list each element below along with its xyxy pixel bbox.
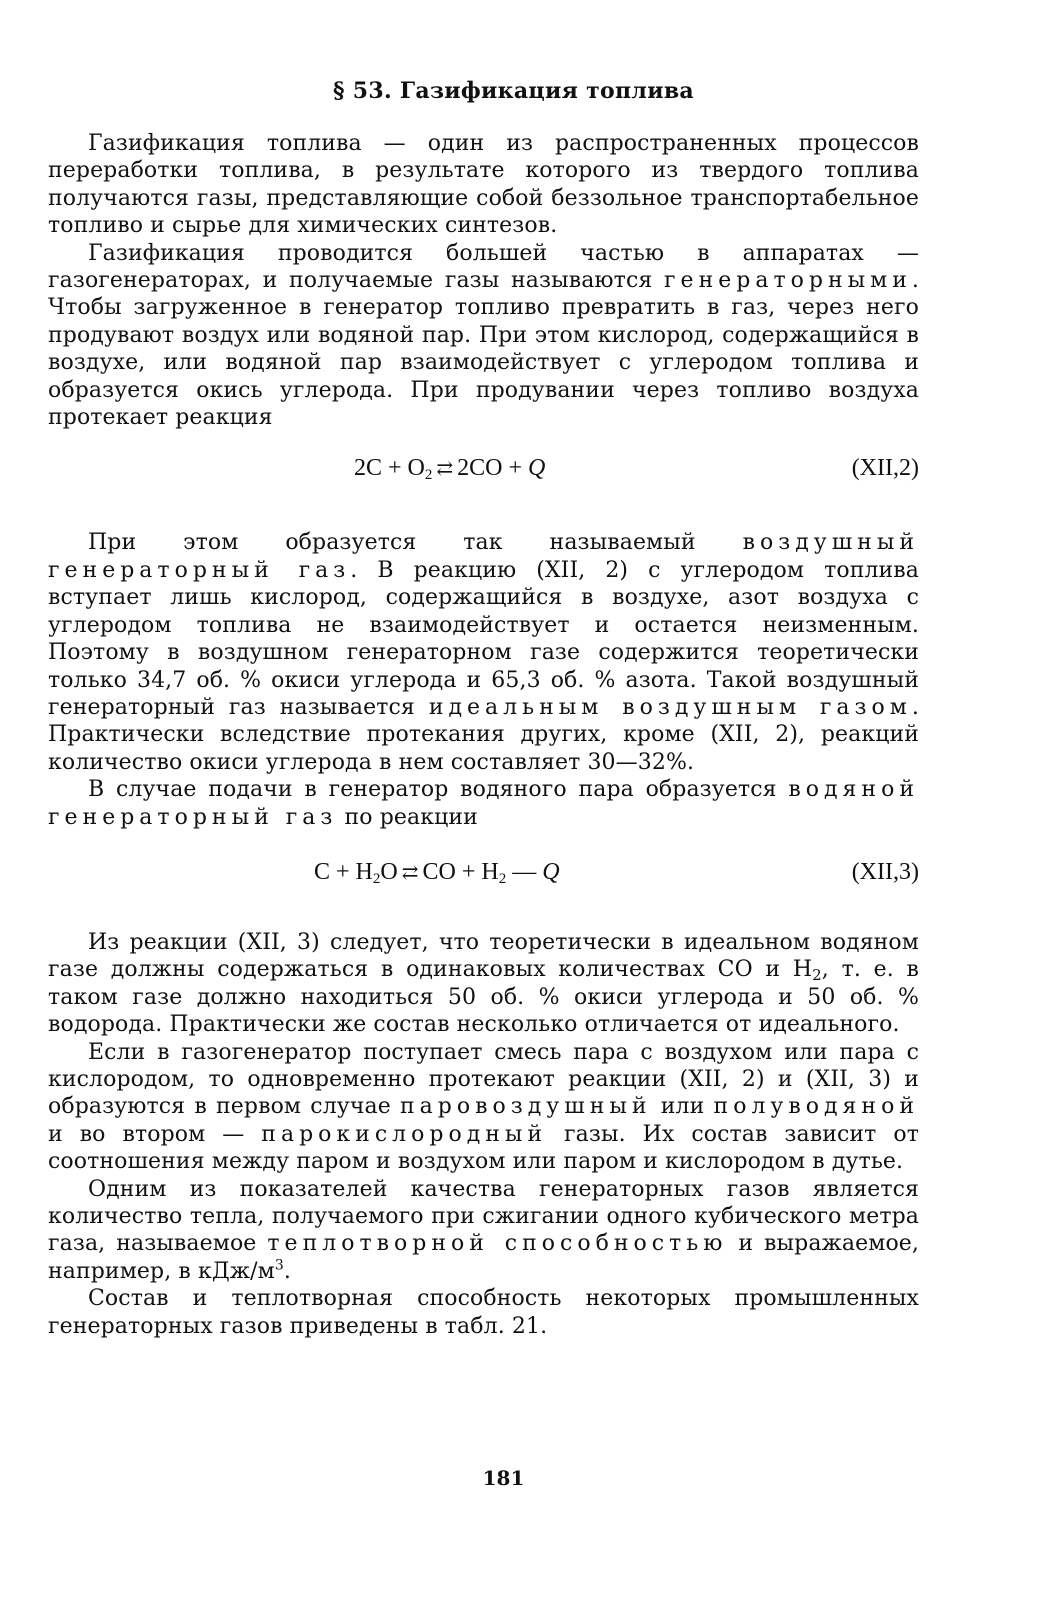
eq-subscript: 2 <box>372 870 381 887</box>
paragraph-6 <box>48 1039 919 1176</box>
equation-xii-2 <box>48 445 919 501</box>
paragraph-3 <box>48 529 919 776</box>
paragraph-1: Газификация топлива — один из распространенных процессов переработки топлива, в результате которого из твердого топлива получаются газы, представляющие собой беззольное транспортабельное топливо и сырье для химических синтезов. <box>48 131 919 239</box>
text: При этом образуется так называемый <box>88 530 743 556</box>
text: . В реакцию (XII, 2) с углеродом топлива вступает лишь кислород, содержащийся в воздухе, азот воздуха с углеродом топлива не взаимодействует и остается неизменным. Поэтому в воздушном генераторном газе содержится теоретически только 34,7 об. % окиси углерода и 65,3 об. % азота. Такой воздушный генераторный газ называется <box>48 557 919 720</box>
reversible-arrow-icon: ⇄ <box>436 458 454 481</box>
paragraph-5 <box>48 929 919 1039</box>
text: и во втором — <box>48 1121 262 1147</box>
subscript: 2 <box>812 966 822 985</box>
equation-xii-3 <box>48 849 919 903</box>
equation-formula <box>354 455 545 482</box>
text: . Практически вследствие протекания других, кроме (XII, 2), реакций количество окиси углерода в нем составляет 30—32%. <box>48 694 919 775</box>
text: Если в газогенератор поступает смесь пара с воздухом или пара с кислородом, то одновременно протекают реакции (XII, 2) и (XII, 3) и образуются в первом случае <box>48 1039 919 1120</box>
eq-lhs: O <box>380 858 398 885</box>
eq-rhs: 2CO + <box>457 455 529 482</box>
text: Газификация проводится большей частью в аппаратах — газогенераторах, и получаемые газы называются <box>48 240 919 294</box>
eq-subscript: 2 <box>424 467 433 484</box>
equation-formula <box>314 859 560 886</box>
emphasis-term: паровоздушный <box>400 1094 652 1120</box>
equation-number: (XII,2) <box>851 455 919 482</box>
paragraph-7 <box>48 1176 919 1286</box>
text: или <box>651 1094 714 1120</box>
emphasis-term: полуводяной <box>713 1094 919 1120</box>
text: Из реакции (XII, 3) следует, что теоретически в идеальном водяном газе должны содержаться в одинаковых количествах CO и H <box>48 929 919 983</box>
text: . <box>283 1258 291 1284</box>
text: по реакции <box>337 804 478 830</box>
eq-lhs: 2C + O <box>354 455 425 482</box>
reversible-arrow-icon: ⇄ <box>401 861 419 884</box>
eq-heat-symbol: Q <box>528 455 546 482</box>
emphasis-term: идеальным воздушным газом <box>428 694 912 720</box>
emphasis-term: парокислородный <box>261 1121 548 1147</box>
eq-rhs: CO + H <box>422 858 499 885</box>
text: Одним из показателей качества генераторных газов является количество тепла, получаемого при сжигании одного кубического метра газа, называемое <box>48 1176 919 1257</box>
text: , т. е. в таком газе должно находиться 50 об. % окиси углерода и 50 об. % водорода. Практически же состав несколько отличается от идеального. <box>48 957 919 1038</box>
eq-heat-symbol: Q <box>542 858 560 885</box>
text: В случае подачи в генератор водяного пара образуется <box>88 777 789 803</box>
text: . Чтобы загруженное в генератор топливо превратить в газ, через него продувают воздух или водяной пар. При этом кислород, содержащийся в воздухе, или водяной пар взаимодействует с углеродом топлива и образуется окись углерода. При продувании через топливо воздуха протекает реакция <box>48 268 919 431</box>
text: газы. Их состав зависит от соотношения между паром и воздухом или паром и кислородом в дутье. <box>48 1121 919 1175</box>
emphasis-term: водяной генераторный газ <box>48 777 919 830</box>
equation-number: (XII,3) <box>851 858 919 885</box>
paragraph-2 <box>48 240 919 432</box>
eq-subscript: 2 <box>498 870 507 887</box>
superscript: 3 <box>274 1257 284 1274</box>
section-title: § 53. Газификация топлива <box>333 78 694 104</box>
paragraph-8: Состав и теплотворная способность некоторых промышленных генераторных газов приведены в табл. 21. <box>48 1286 919 1339</box>
eq-rhs: — <box>506 858 543 885</box>
emphasis-term: генераторными <box>664 268 912 294</box>
paragraph-4 <box>48 776 919 831</box>
page-number: 181 <box>482 1466 525 1490</box>
emphasis-term: воздушный генераторный газ <box>48 530 919 583</box>
emphasis-term: теплотворной способностью <box>267 1231 728 1257</box>
eq-lhs: C + H <box>314 858 373 885</box>
text: и выражаемое, например, в кДж/м <box>48 1231 919 1284</box>
